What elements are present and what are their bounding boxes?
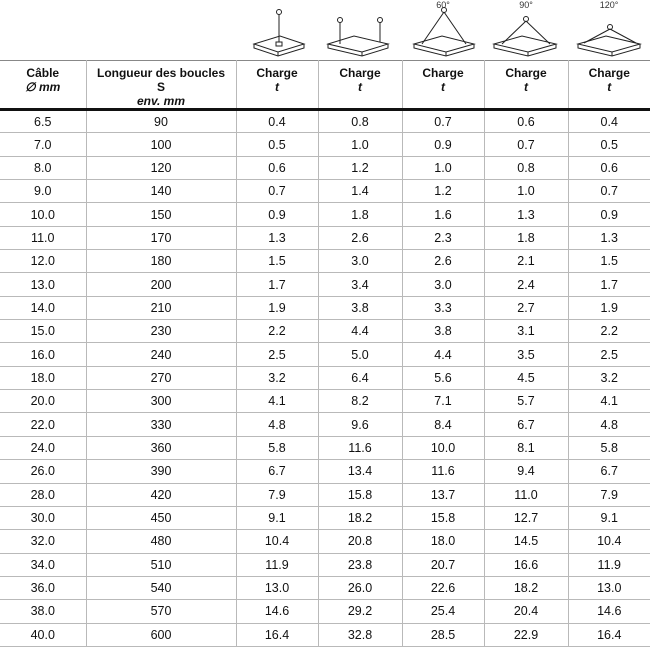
loop-length-cell: 480 [86, 530, 236, 553]
load-single-cell: 0.7 [236, 180, 318, 203]
load-label: Charge [256, 66, 298, 80]
load-120-cell: 9.1 [568, 506, 650, 529]
load-double-cell: 1.2 [318, 156, 402, 179]
loop-length-cell: 330 [86, 413, 236, 436]
load-120-cell: 4.8 [568, 413, 650, 436]
cable-diameter-cell: 7.0 [0, 133, 86, 156]
load-single-cell: 14.6 [236, 600, 318, 623]
table-row [0, 436, 650, 459]
load-single-cell: 0.6 [236, 156, 318, 179]
load-double-cell: 1.0 [318, 133, 402, 156]
table-row [0, 366, 650, 389]
load-double-cell: 1.4 [318, 180, 402, 203]
load-60-cell: 3.8 [402, 320, 484, 343]
loop-length-cell: 300 [86, 390, 236, 413]
load-90-cell: 14.5 [484, 530, 568, 553]
load-single-cell: 4.1 [236, 390, 318, 413]
load-double-cell: 2.6 [318, 226, 402, 249]
loop-length-cell: 600 [86, 623, 236, 646]
load-120-cell: 3.2 [568, 366, 650, 389]
load-unit: t [441, 80, 445, 94]
load-120-cell: 5.8 [568, 436, 650, 459]
angle-label-90: 90° [519, 0, 533, 10]
load-120-cell: 0.5 [568, 133, 650, 156]
load-double-cell: 13.4 [318, 460, 402, 483]
angle-label-120: 120° [599, 0, 619, 10]
load-120-cell: 10.4 [568, 530, 650, 553]
cable-diameter-cell: 32.0 [0, 530, 86, 553]
load-double-cell: 0.8 [318, 110, 402, 133]
load-60-cell: 3.0 [402, 273, 484, 296]
load-label: Charge [339, 66, 381, 80]
load-60-cell: 0.9 [402, 133, 484, 156]
load-90-cell: 2.7 [484, 296, 568, 319]
loop-length-cell: 360 [86, 436, 236, 459]
load-double-cell: 5.0 [318, 343, 402, 366]
loop-length-cell: 140 [86, 180, 236, 203]
load-90-cell: 0.6 [484, 110, 568, 133]
load-single-cell: 7.9 [236, 483, 318, 506]
load-capacity-table [0, 60, 650, 647]
loop-length-cell: 120 [86, 156, 236, 179]
cable-diameter-cell: 22.0 [0, 413, 86, 436]
table-row [0, 530, 650, 553]
load-90-cell: 12.7 [484, 506, 568, 529]
load-unit: t [524, 80, 528, 94]
load-120-cell: 11.9 [568, 553, 650, 576]
length-unit: env. mm [136, 94, 186, 108]
load-120-cell: 14.6 [568, 600, 650, 623]
load-single-cell: 13.0 [236, 576, 318, 599]
sling-90-cell [484, 0, 568, 60]
sling-120-cell [568, 0, 650, 60]
load-single-cell: 6.7 [236, 460, 318, 483]
table-header [0, 61, 650, 110]
load-120-cell: 1.9 [568, 296, 650, 319]
load-60-cell: 18.0 [402, 530, 484, 553]
cable-diameter-cell: 10.0 [0, 203, 86, 226]
load-60-cell: 8.4 [402, 413, 484, 436]
loop-length-cell: 240 [86, 343, 236, 366]
load-header-single [236, 61, 318, 110]
cable-diameter-cell: 20.0 [0, 390, 86, 413]
load-90-cell: 16.6 [484, 553, 568, 576]
load-single-cell: 0.9 [236, 203, 318, 226]
load-120-cell: 0.9 [568, 203, 650, 226]
cable-diameter-cell: 26.0 [0, 460, 86, 483]
cable-label: Câble [26, 66, 60, 80]
load-90-cell: 5.7 [484, 390, 568, 413]
loop-length-cell: 150 [86, 203, 236, 226]
load-120-cell: 0.6 [568, 156, 650, 179]
load-single-cell: 9.1 [236, 506, 318, 529]
load-90-cell: 1.3 [484, 203, 568, 226]
load-120-cell: 6.7 [568, 460, 650, 483]
load-60-cell: 11.6 [402, 460, 484, 483]
load-60-cell: 22.6 [402, 576, 484, 599]
load-single-cell: 1.3 [236, 226, 318, 249]
cable-diameter-cell: 13.0 [0, 273, 86, 296]
load-label: Charge [422, 66, 464, 80]
length-label: Longueur des boucles [96, 66, 225, 80]
load-60-cell: 7.1 [402, 390, 484, 413]
load-unit: t [275, 80, 279, 94]
load-60-cell: 25.4 [402, 600, 484, 623]
vertical-single-lift-cell [236, 0, 318, 60]
cable-unit: ∅ mm [25, 80, 61, 94]
load-double-cell: 29.2 [318, 600, 402, 623]
table-row [0, 250, 650, 273]
load-double-cell: 3.8 [318, 296, 402, 319]
cable-diameter-cell: 6.5 [0, 110, 86, 133]
load-unit: t [358, 80, 362, 94]
load-120-cell: 1.7 [568, 273, 650, 296]
load-120-cell: 1.3 [568, 226, 650, 249]
load-90-cell: 22.9 [484, 623, 568, 646]
table-row [0, 623, 650, 646]
load-double-cell: 32.8 [318, 623, 402, 646]
table-row [0, 226, 650, 249]
loop-length-cell: 510 [86, 553, 236, 576]
load-unit: t [607, 80, 612, 94]
loop-length-header [86, 61, 236, 110]
loop-length-cell: 540 [86, 576, 236, 599]
table-row [0, 320, 650, 343]
table-row [0, 576, 650, 599]
load-header-60 [402, 61, 484, 110]
load-label: Charge [505, 66, 547, 80]
load-single-cell: 1.5 [236, 250, 318, 273]
load-double-cell: 4.4 [318, 320, 402, 343]
load-120-cell: 2.2 [568, 320, 650, 343]
load-90-cell: 4.5 [484, 366, 568, 389]
sling-60-cell [402, 0, 484, 60]
load-60-cell: 3.3 [402, 296, 484, 319]
load-90-cell: 3.1 [484, 320, 568, 343]
load-60-cell: 0.7 [402, 110, 484, 133]
table-row [0, 506, 650, 529]
cable-diameter-cell: 34.0 [0, 553, 86, 576]
load-90-cell: 11.0 [484, 483, 568, 506]
load-double-cell: 8.2 [318, 390, 402, 413]
load-header-double [318, 61, 402, 110]
load-single-cell: 2.2 [236, 320, 318, 343]
cable-diameter-cell: 36.0 [0, 576, 86, 599]
cable-diameter-cell: 14.0 [0, 296, 86, 319]
load-90-cell: 0.8 [484, 156, 568, 179]
load-90-cell: 1.8 [484, 226, 568, 249]
cable-diameter-cell: 9.0 [0, 180, 86, 203]
load-single-cell: 4.8 [236, 413, 318, 436]
cable-diameter-cell: 15.0 [0, 320, 86, 343]
vertical-single-lift-icon [236, 0, 318, 60]
table-row [0, 483, 650, 506]
loop-length-cell: 230 [86, 320, 236, 343]
load-120-cell: 16.4 [568, 623, 650, 646]
loop-length-cell: 100 [86, 133, 236, 156]
table-row [0, 460, 650, 483]
table-row [0, 133, 650, 156]
table-row [0, 600, 650, 623]
loop-length-cell: 210 [86, 296, 236, 319]
table-row [0, 296, 650, 319]
lifting-configuration-icons [0, 0, 650, 60]
load-double-cell: 20.8 [318, 530, 402, 553]
load-60-cell: 2.6 [402, 250, 484, 273]
load-60-cell: 2.3 [402, 226, 484, 249]
cable-diameter-cell: 38.0 [0, 600, 86, 623]
cable-diameter-cell: 8.0 [0, 156, 86, 179]
load-60-cell: 4.4 [402, 343, 484, 366]
load-60-cell: 28.5 [402, 623, 484, 646]
cable-diameter-cell: 30.0 [0, 506, 86, 529]
load-double-cell: 26.0 [318, 576, 402, 599]
loop-length-cell: 420 [86, 483, 236, 506]
load-single-cell: 3.2 [236, 366, 318, 389]
cable-diameter-cell: 16.0 [0, 343, 86, 366]
load-90-cell: 3.5 [484, 343, 568, 366]
load-double-cell: 23.8 [318, 553, 402, 576]
cable-diameter-cell: 18.0 [0, 366, 86, 389]
load-60-cell: 5.6 [402, 366, 484, 389]
load-90-cell: 2.4 [484, 273, 568, 296]
load-60-cell: 1.2 [402, 180, 484, 203]
loop-length-cell: 180 [86, 250, 236, 273]
load-single-cell: 1.9 [236, 296, 318, 319]
cable-diameter-cell: 24.0 [0, 436, 86, 459]
table-row [0, 343, 650, 366]
loop-length-cell: 200 [86, 273, 236, 296]
load-double-cell: 1.8 [318, 203, 402, 226]
load-60-cell: 15.8 [402, 506, 484, 529]
table-body [0, 110, 650, 647]
load-single-cell: 16.4 [236, 623, 318, 646]
loop-length-cell: 390 [86, 460, 236, 483]
load-single-cell: 2.5 [236, 343, 318, 366]
load-label: Charge [588, 66, 630, 80]
table-row [0, 110, 650, 133]
load-single-cell: 1.7 [236, 273, 318, 296]
cable-diameter-cell: 12.0 [0, 250, 86, 273]
load-120-cell: 7.9 [568, 483, 650, 506]
load-double-cell: 3.4 [318, 273, 402, 296]
table-row [0, 553, 650, 576]
load-60-cell: 20.7 [402, 553, 484, 576]
cable-diameter-cell: 11.0 [0, 226, 86, 249]
loop-length-cell: 270 [86, 366, 236, 389]
load-120-cell: 1.5 [568, 250, 650, 273]
cable-diameter-cell: 28.0 [0, 483, 86, 506]
load-double-cell: 6.4 [318, 366, 402, 389]
table-row [0, 156, 650, 179]
load-double-cell: 11.6 [318, 436, 402, 459]
loop-length-cell: 170 [86, 226, 236, 249]
load-double-cell: 9.6 [318, 413, 402, 436]
load-120-cell: 2.5 [568, 343, 650, 366]
load-90-cell: 18.2 [484, 576, 568, 599]
load-90-cell: 9.4 [484, 460, 568, 483]
loop-length-cell: 90 [86, 110, 236, 133]
loop-length-cell: 450 [86, 506, 236, 529]
table-row [0, 390, 650, 413]
load-header-90 [484, 61, 568, 110]
load-single-cell: 0.4 [236, 110, 318, 133]
load-single-cell: 10.4 [236, 530, 318, 553]
double-vertical-lift-cell [318, 0, 402, 60]
load-90-cell: 6.7 [484, 413, 568, 436]
length-symbol: S [156, 80, 165, 94]
table-row [0, 273, 650, 296]
load-single-cell: 11.9 [236, 553, 318, 576]
load-120-cell: 0.4 [568, 110, 650, 133]
load-header-120 [568, 61, 650, 110]
double-vertical-lift-icon [318, 0, 402, 60]
load-single-cell: 5.8 [236, 436, 318, 459]
load-90-cell: 8.1 [484, 436, 568, 459]
table-row [0, 413, 650, 436]
load-single-cell: 0.5 [236, 133, 318, 156]
loop-length-cell: 570 [86, 600, 236, 623]
load-90-cell: 0.7 [484, 133, 568, 156]
cable-diameter-cell: 40.0 [0, 623, 86, 646]
load-90-cell: 2.1 [484, 250, 568, 273]
angle-label-60: 60° [436, 0, 450, 10]
load-60-cell: 1.0 [402, 156, 484, 179]
load-120-cell: 0.7 [568, 180, 650, 203]
load-120-cell: 13.0 [568, 576, 650, 599]
load-double-cell: 15.8 [318, 483, 402, 506]
load-120-cell: 4.1 [568, 390, 650, 413]
table-row [0, 180, 650, 203]
cable-diameter-header [0, 61, 86, 110]
load-double-cell: 3.0 [318, 250, 402, 273]
load-60-cell: 13.7 [402, 483, 484, 506]
load-90-cell: 1.0 [484, 180, 568, 203]
load-double-cell: 18.2 [318, 506, 402, 529]
load-60-cell: 10.0 [402, 436, 484, 459]
load-60-cell: 1.6 [402, 203, 484, 226]
table-row [0, 203, 650, 226]
load-90-cell: 20.4 [484, 600, 568, 623]
